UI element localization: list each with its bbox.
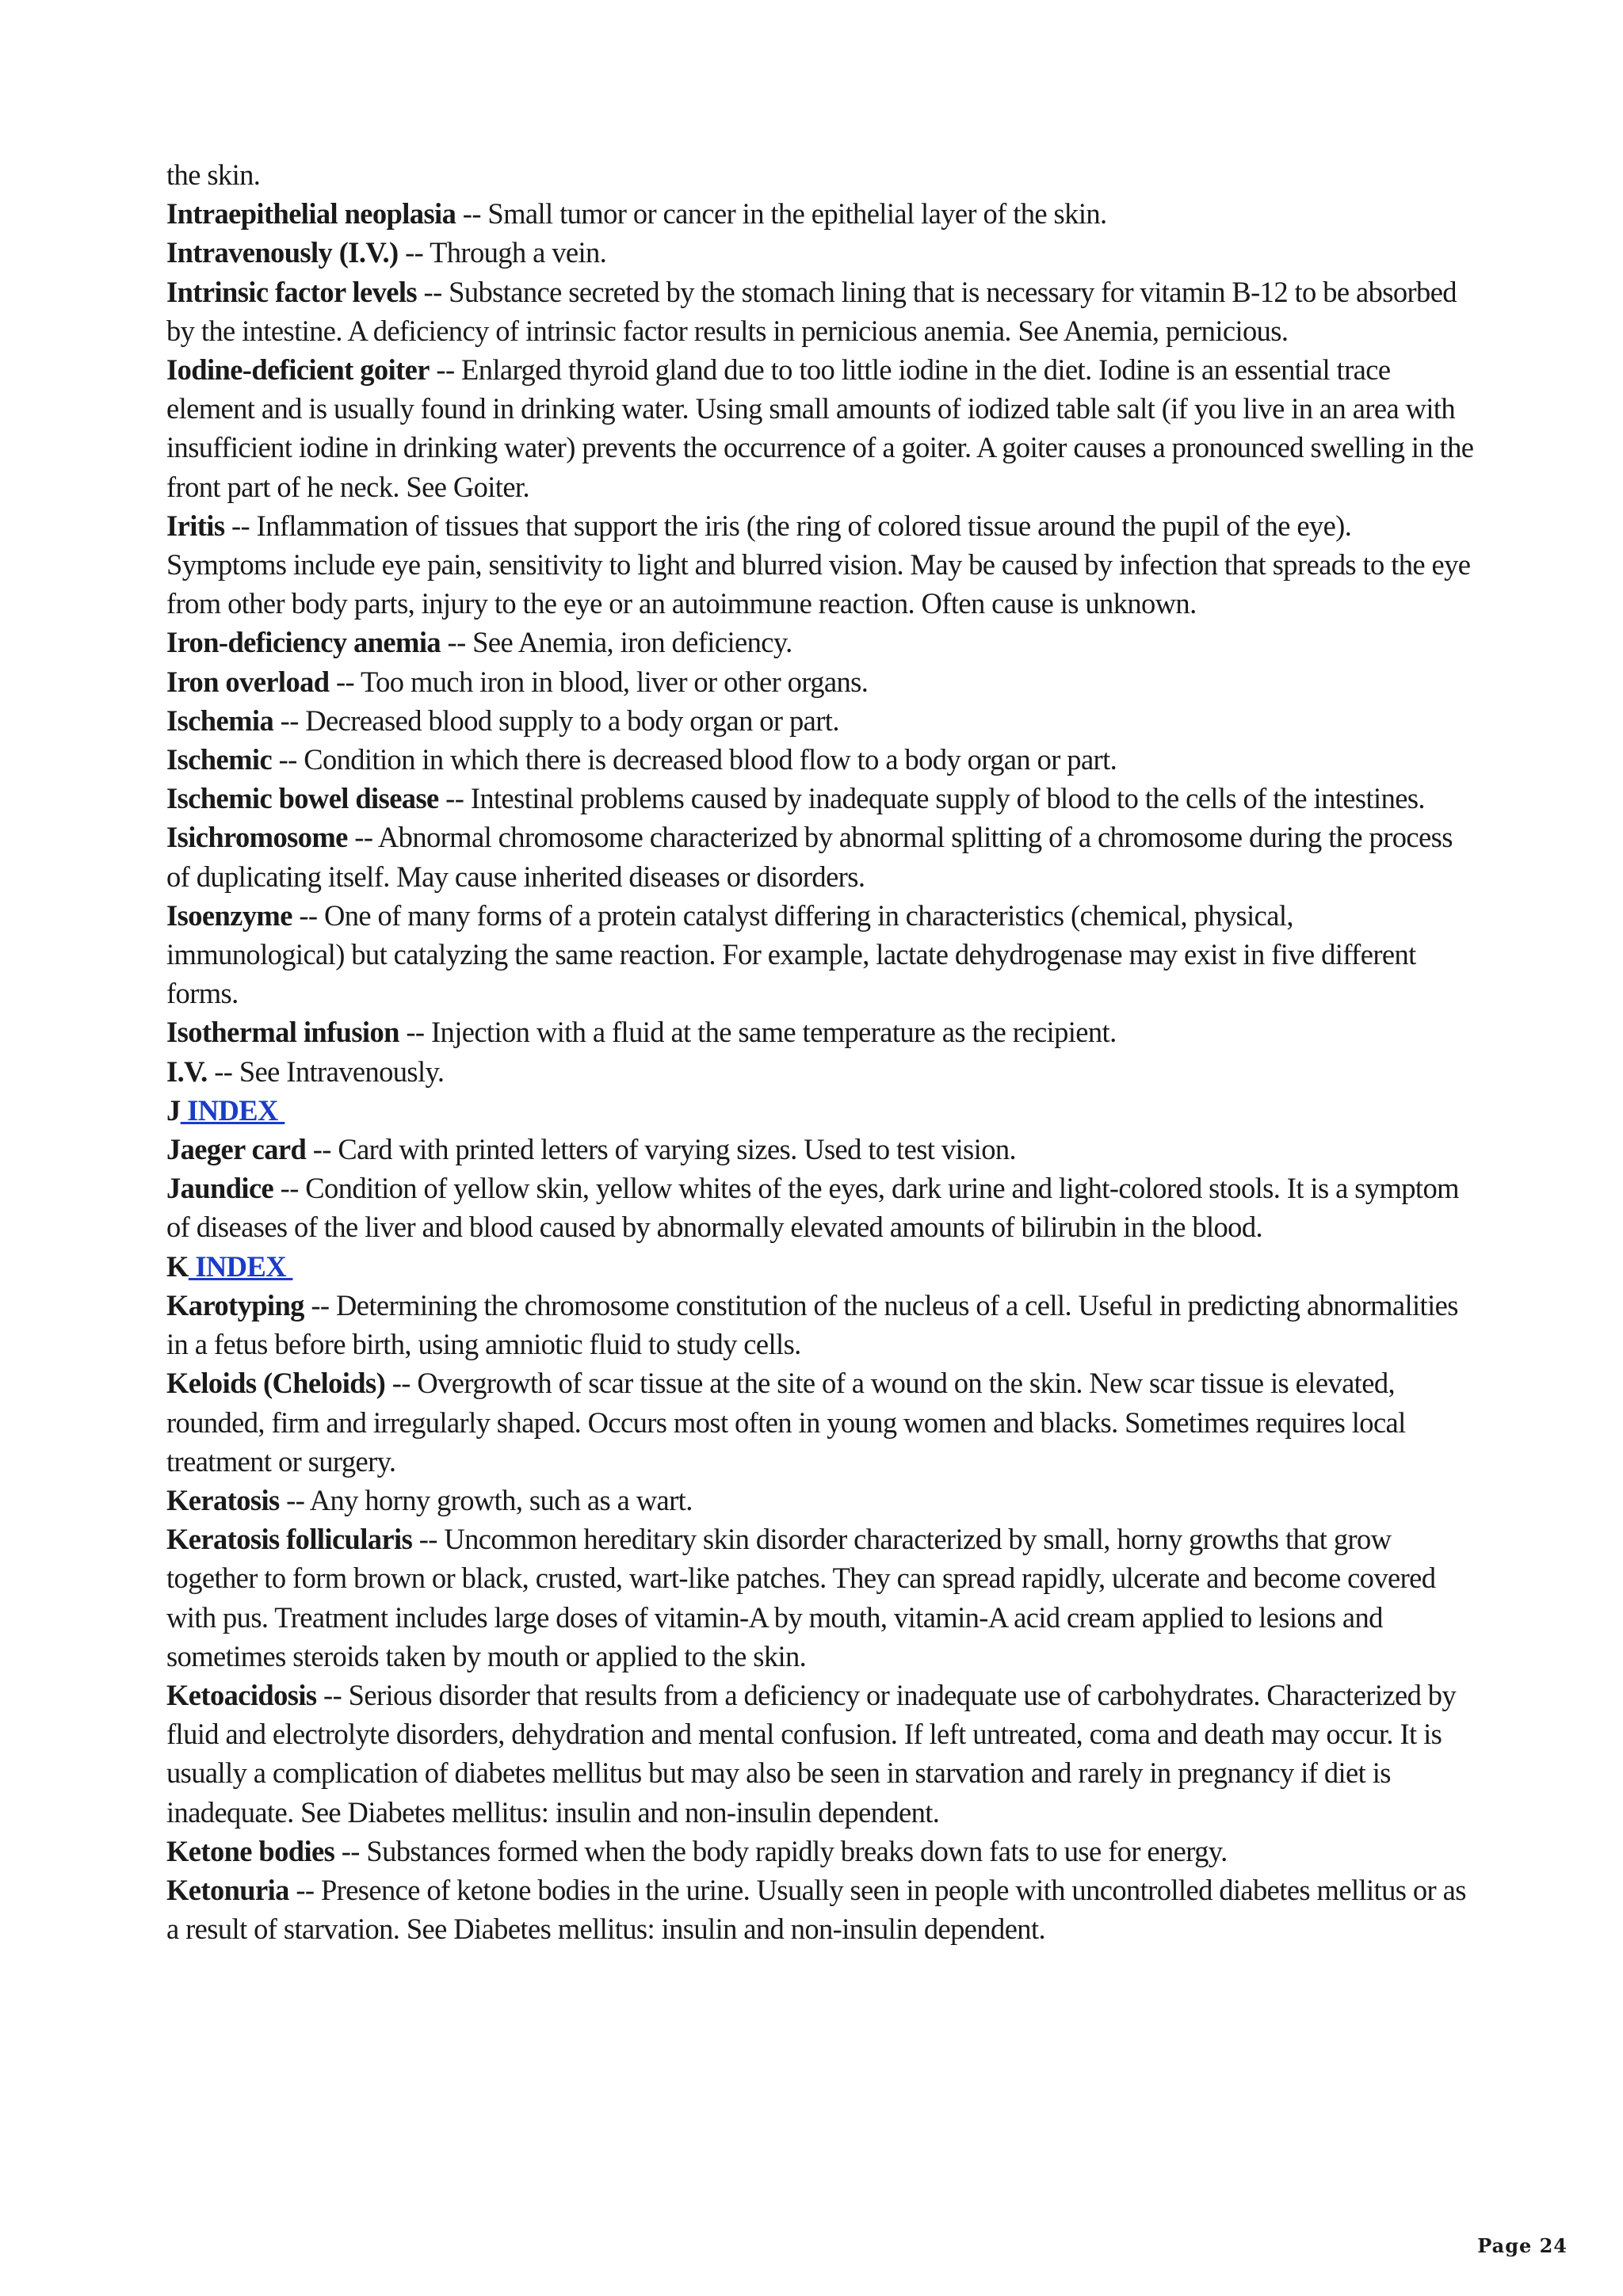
entry-definition: -- Abnormal chromosome characterized by abnormal splitting of a chromosome during the process of duplicating itself. May cause inherited diseases or disorders. bbox=[166, 821, 1453, 893]
glossary-entry bbox=[166, 1481, 1474, 1520]
entry-definition: -- Card with printed letters of varying sizes. Used to test vision. bbox=[306, 1133, 1017, 1166]
entry-term: Iodine-deficient goiter bbox=[166, 353, 430, 387]
section-letter: K bbox=[166, 1249, 189, 1283]
entry-term: Jaeger card bbox=[166, 1133, 307, 1166]
entry-definition: -- Intestinal problems caused by inadequate supply of blood to the cells of the intestines. bbox=[438, 782, 1425, 815]
entry-term: Iron-deficiency anemia bbox=[166, 626, 441, 659]
entry-definition: -- Condition in which there is decreased blood flow to a body organ or part. bbox=[272, 743, 1117, 776]
glossary-entry bbox=[166, 1363, 1474, 1481]
glossary-entry bbox=[166, 194, 1474, 233]
glossary-entry bbox=[166, 896, 1474, 1013]
glossary-page bbox=[166, 155, 1474, 1948]
entry-definition: -- Condition of yellow skin, yellow whites of the eyes, dark urine and light-colored stools. It is a symptom of diseases of the liver and blood caused by abnormally elevated amounts of bilirubin in the blood. bbox=[166, 1172, 1459, 1244]
entry-term: Isoenzyme bbox=[166, 898, 292, 932]
entry-definition: -- Serious disorder that results from a deficiency or inadequate use of carbohydrates. Characterized by fluid and electrolyte disorders, dehydration and mental confusion. If left untreated, coma and death may occur. It is usually a complication of diabetes mellitus but may also be seen in starvation and rarely in pregnancy if diet is inadequate. See Diabetes mellitus: insulin and non-insulin dependent. bbox=[166, 1678, 1457, 1829]
page-number: Page 24 bbox=[1477, 2234, 1568, 2257]
glossary-entry bbox=[166, 233, 1474, 272]
entry-definition: -- Overgrowth of scar tissue at the site of a wound on the skin. New scar tissue is elevated, rounded, firm and irregularly shaped. Occurs most often in young women and blacks. Sometimes requires local treatment or surgery. bbox=[166, 1367, 1406, 1478]
entry-term: Keratosis bbox=[166, 1483, 280, 1516]
entry-term: Ketoacidosis bbox=[166, 1678, 317, 1711]
glossary-entry bbox=[166, 1286, 1474, 1363]
glossary-entry bbox=[166, 662, 1474, 701]
glossary-entry bbox=[166, 701, 1474, 740]
entry-term: Ketone bodies bbox=[166, 1834, 335, 1867]
entry-term: Ischemia bbox=[166, 704, 274, 737]
entry-term: Intravenously (I.V.) bbox=[166, 236, 399, 269]
glossary-entry bbox=[166, 1676, 1474, 1832]
entry-term: I.V. bbox=[166, 1055, 208, 1088]
entry-definition: -- See Anemia, iron deficiency. bbox=[441, 626, 792, 659]
glossary-entry bbox=[166, 1871, 1474, 1948]
entry-definition: -- Determining the chromosome constitution of the nucleus of a cell. Useful in predicting abnormalities in a fetus before birth, using amniotic fluid to study cells. bbox=[166, 1288, 1458, 1361]
continuation-text: the skin. bbox=[166, 158, 261, 191]
entry-definition: -- See Intravenously. bbox=[207, 1055, 445, 1088]
glossary-entry bbox=[166, 350, 1474, 506]
entry-term: Karotyping bbox=[166, 1288, 304, 1322]
entry-term: Ischemic bowel disease bbox=[166, 782, 439, 815]
entry-definition: -- Inflammation of tissues that support the iris (the ring of colored tissue around the pupil of the eye). Symptoms include eye pain, sensitivity to light and blurred vision. May be caused by infection that spreads to the eye from other body parts, injury to the eye or an autoimmune reaction. Often cause is unknown. bbox=[166, 509, 1471, 620]
entry-definition: -- Enlarged thyroid gland due to too little iodine in the diet. Iodine is an essential trace element and is usually found in drinking water. Using small amounts of iodized table salt (if you live in an area with insufficient iodine in drinking water) prevents the occurrence of a goiter. A goiter causes a pronounced swelling in the front part of he neck. See Goiter. bbox=[166, 353, 1474, 503]
entry-term: Ketonuria bbox=[166, 1873, 289, 1906]
entry-definition: -- Substance secreted by the stomach lining that is necessary for vitamin B-12 to be absorbed by the intestine. A deficiency of intrinsic factor results in pernicious anemia. See Anemia, pernicious. bbox=[166, 275, 1457, 347]
entry-term: Keloids (Cheloids) bbox=[166, 1367, 386, 1400]
glossary-entry bbox=[166, 1052, 1474, 1091]
section-header-k bbox=[166, 1247, 1474, 1286]
entry-term: Jaundice bbox=[166, 1172, 274, 1205]
entries-i bbox=[166, 194, 1474, 1091]
glossary-entry bbox=[166, 1520, 1474, 1676]
entry-term: Intrinsic factor levels bbox=[166, 275, 417, 308]
section-header-j bbox=[166, 1091, 1474, 1130]
entry-term: Iron overload bbox=[166, 665, 330, 698]
glossary-entry bbox=[166, 1013, 1474, 1051]
glossary-entry bbox=[166, 1169, 1474, 1246]
entry-definition: -- Uncommon hereditary skin disorder characterized by small, horny growths that grow together to form brown or black, crusted, wart-like patches. They can spread rapidly, ulcerate and become covered with pus. Treatment includes large doses of vitamin-A by mouth, vitamin-A acid cream applied to lesions and sometimes steroids taken by mouth or applied to the skin. bbox=[166, 1523, 1436, 1672]
entry-term: Isichromosome bbox=[166, 821, 348, 854]
entry-definition: -- Injection with a fluid at the same temperature as the recipient. bbox=[399, 1016, 1117, 1049]
entry-definition: -- One of many forms of a protein catalyst differing in characteristics (chemical, physical, immunological) but catalyzing the same reaction. For example, lactate dehydrogenase may exist in five different forms. bbox=[166, 898, 1416, 1010]
entry-definition: -- Substances formed when the body rapidly breaks down fats to use for energy. bbox=[334, 1834, 1228, 1867]
entry-term: Iritis bbox=[166, 509, 225, 542]
section-letter: J bbox=[166, 1093, 181, 1127]
entry-definition: -- Small tumor or cancer in the epithelial layer of the skin. bbox=[456, 197, 1107, 231]
entry-term: Intraepithelial neoplasia bbox=[166, 197, 456, 231]
glossary-entry bbox=[166, 779, 1474, 818]
index-link-j[interactable]: INDEX bbox=[180, 1093, 285, 1127]
glossary-entry bbox=[166, 818, 1474, 895]
entries-j bbox=[166, 1130, 1474, 1247]
entries-k bbox=[166, 1286, 1474, 1948]
entry-term: Isothermal infusion bbox=[166, 1016, 399, 1049]
entry-term: Keratosis follicularis bbox=[166, 1523, 413, 1556]
entry-definition: -- Decreased blood supply to a body organ or part. bbox=[273, 704, 839, 737]
entry-definition: -- Presence of ketone bodies in the urine. Usually seen in people with uncontrolled diabetes mellitus or as a result of starvation. See Diabetes mellitus: insulin and non-insulin dependent. bbox=[166, 1873, 1466, 1946]
glossary-entry bbox=[166, 1130, 1474, 1169]
glossary-entry bbox=[166, 273, 1474, 350]
entry-definition: -- Through a vein. bbox=[398, 236, 607, 269]
glossary-entry bbox=[166, 740, 1474, 779]
index-link-k[interactable]: INDEX bbox=[188, 1249, 293, 1283]
entry-term: Ischemic bbox=[166, 743, 273, 776]
glossary-entry bbox=[166, 506, 1474, 624]
glossary-entry bbox=[166, 1832, 1474, 1871]
glossary-entry bbox=[166, 623, 1474, 662]
entry-definition: -- Any horny growth, such as a wart. bbox=[279, 1483, 693, 1516]
entry-definition: -- Too much iron in blood, liver or other organs. bbox=[329, 665, 869, 698]
